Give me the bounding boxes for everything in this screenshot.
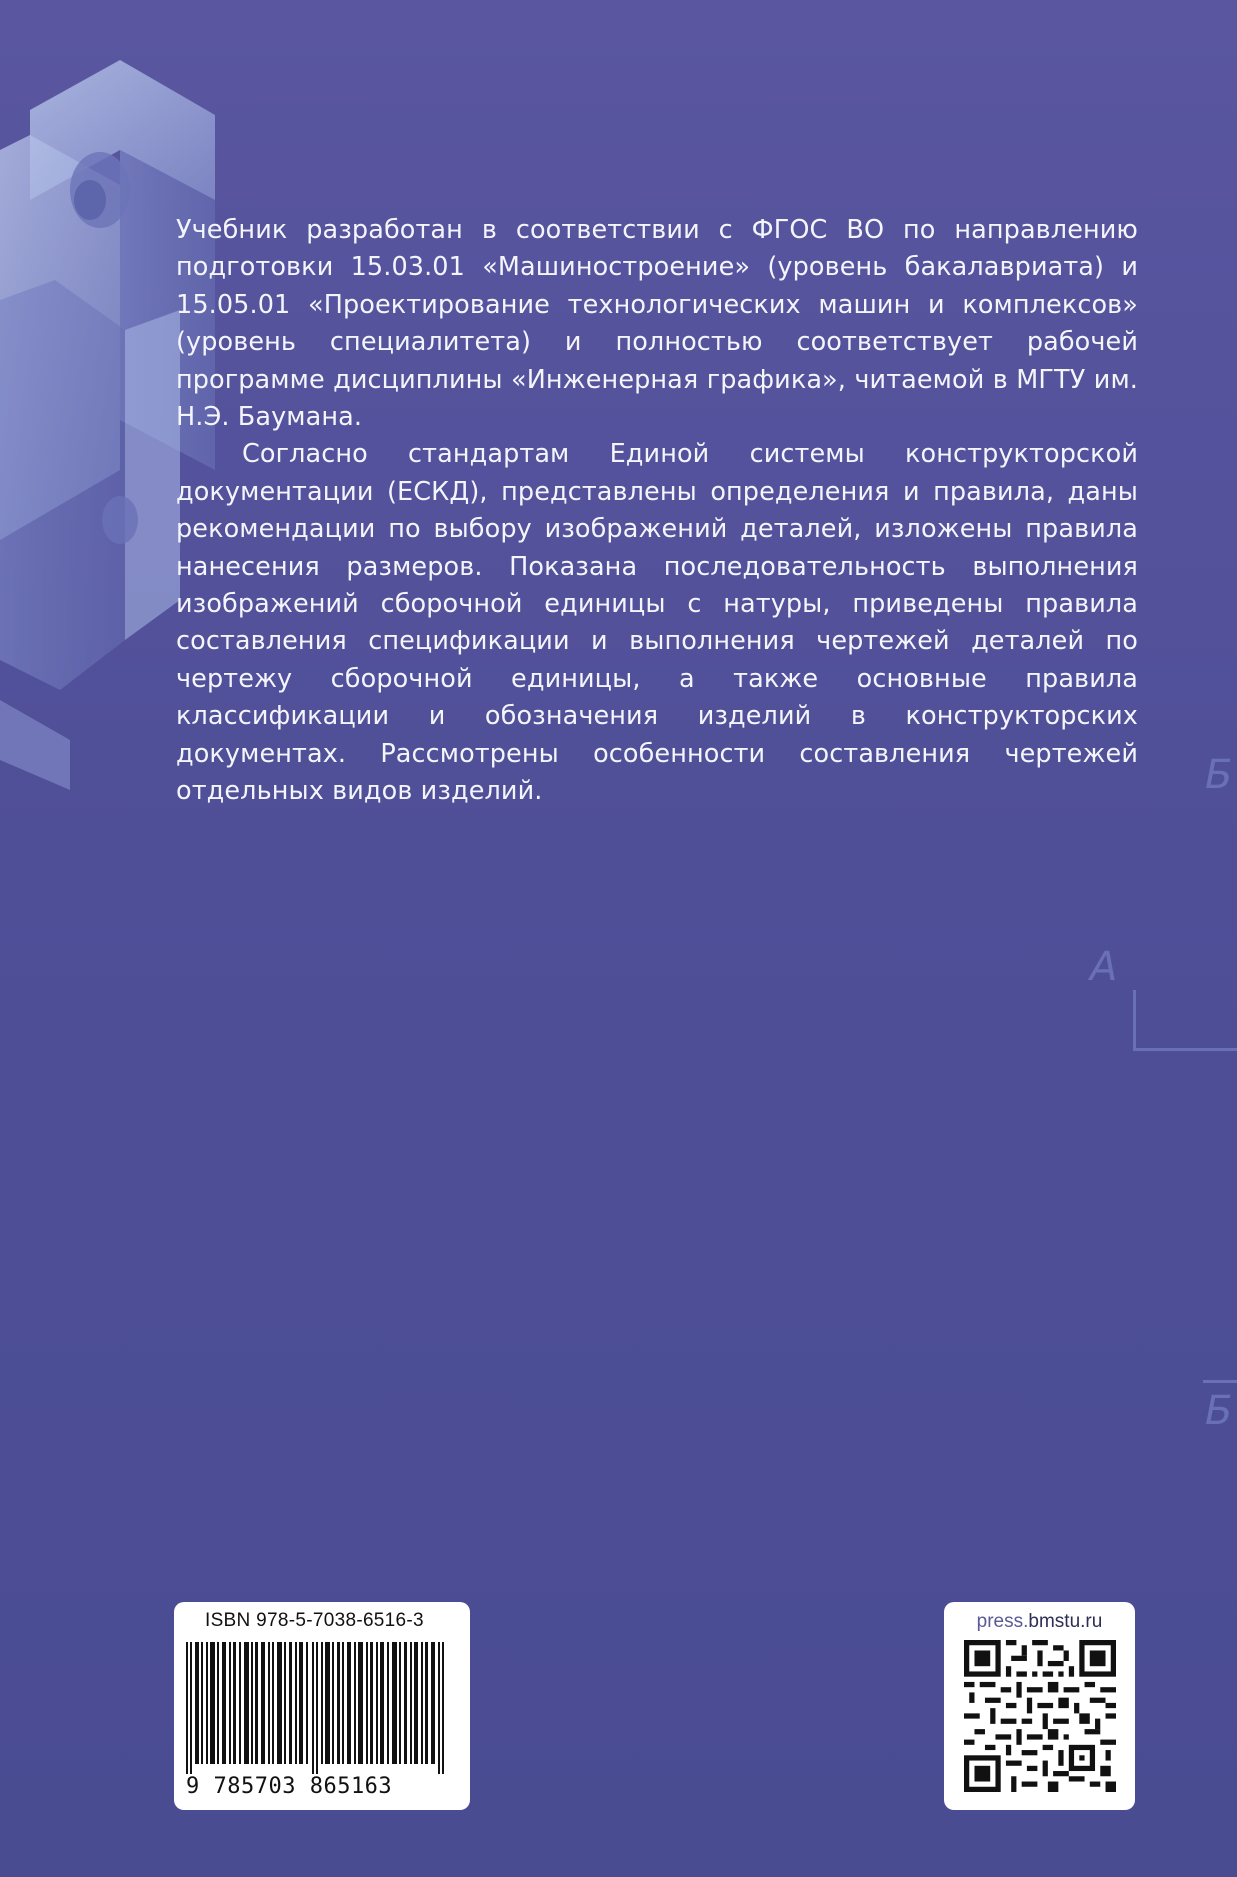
description-paragraph-1: Учебник разработан в соответствии с ФГОС ВО по направлению подготовки 15.03.01 «Машиностроение» (уровень бакалавриата) и 15.05.01 «Проектирование технологических машин и комплексов» (уровень специалитета) и полностью соответствует рабочей программе дисциплины «Инженерная графика», читаемой в МГТУ им. Н.Э. Баумана. — [176, 215, 1138, 433]
drawing-label-b-bottom: Б — [1205, 1388, 1233, 1434]
isbn-barcode-label — [174, 1602, 470, 1810]
publisher-url-prefix: press. — [976, 1611, 1029, 1632]
isbn-number: ISBN 978-5-7038-6516-3 — [205, 1610, 424, 1631]
book-description — [176, 212, 1138, 811]
drawing-label-a: А — [1090, 944, 1118, 990]
qr-code-label — [944, 1602, 1135, 1810]
publisher-url-domain: bmstu.ru — [1028, 1611, 1103, 1632]
barcode-icon — [184, 1642, 460, 1774]
section-overline — [1203, 1380, 1237, 1383]
description-paragraph-2: Согласно стандартам Единой системы конструкторской документации (ЕСКД), представлены определения и правила, даны рекомендации по выбору изображений деталей, изложены правила нанесения размеров. Показана последовательность выполнения изображений сборочной единицы с натуры, приведены правила составления спецификации и выполнения чертежей деталей по чертежу сборочной единицы, а также основные правила классификации и обозначения изделий в конструкторских документах. Рассмотрены особенности составления чертежей отдельных видов изделий. — [176, 439, 1138, 807]
section-line-vertical — [1133, 990, 1136, 1050]
drawing-label-b-top: Б — [1205, 752, 1233, 798]
publisher-url — [944, 1611, 1135, 1633]
qr-code-icon — [964, 1640, 1116, 1792]
barcode-digits: 9 785703 865163 — [186, 1774, 393, 1799]
section-line-horizontal — [1133, 1048, 1237, 1051]
